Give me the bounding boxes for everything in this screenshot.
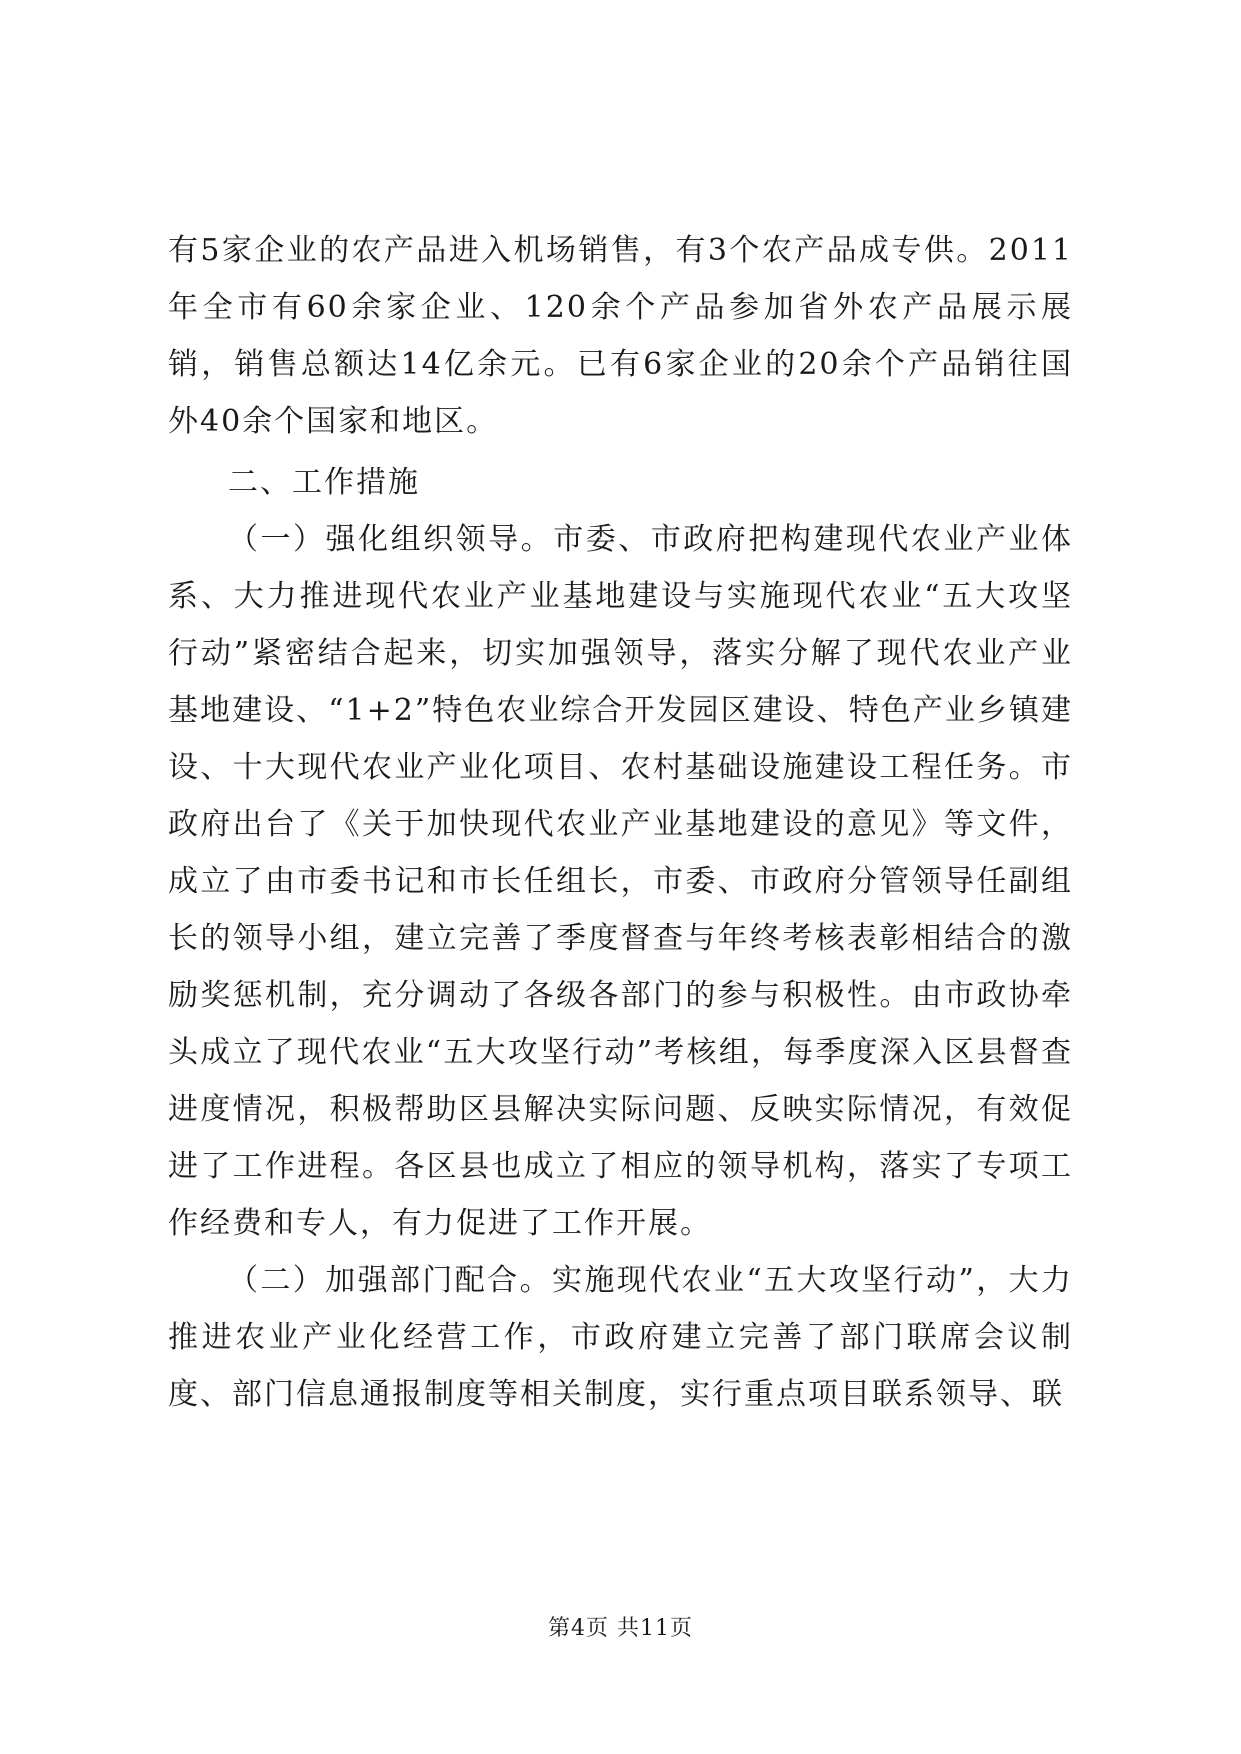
paragraph-department-coordination: （二）加强部门配合。实施现代农业“五大攻坚行动”，大力推进农业产业化经营工作，市政府建立完善了部门联席会议制度、部门信息通报制度等相关制度，实行重点项目联系领导、联 (168, 1263, 1073, 1412)
section-heading: 二、工作措施 (228, 465, 420, 500)
paragraph-organization-leadership: （一）强化组织领导。市委、市政府把构建现代农业产业体系、大力推进现代农业产业基地建设与实施现代农业“五大攻坚行动”紧密结合起来，切实加强领导，落实分解了现代农业产业基地建设、“1+2”特色农业综合开发园区建设、特色产业乡镇建设、十大现代农业产业化项目、农村基础设施建设工程任务。市政府出台了《关于加快现代农业产业基地建设的意见》等文件，成立了由市委书记和市长任组长，市委、市政府分管领导任副组长的领导小组，建立完善了季度督查与年终考核表彰相结合的激励奖惩机制，充分调动了各级各部门的参与积极性。由市政协牵头成立了现代农业“五大攻坚行动”考核组，每季度深入区县督查进度情况，积极帮助区县解决实际问题、反映实际情况，有效促进了工作进程。各区县也成立了相应的领导机构，落实了专项工作经费和专人，有力促进了工作开展。 (168, 522, 1073, 1241)
paragraph-continuation: 有5家企业的农产品进入机场销售，有3个农产品成专供。2011年全市有60余家企业、120余个产品参加省外农产品展示展销，销售总额达14亿余元。已有6家企业的20余个产品销往国外40余个国家和地区。 (168, 233, 1073, 439)
page-footer (0, 1614, 1241, 1644)
document-body (168, 222, 1073, 1423)
page-number-indicator: 第4页 共11页 (548, 1616, 693, 1641)
